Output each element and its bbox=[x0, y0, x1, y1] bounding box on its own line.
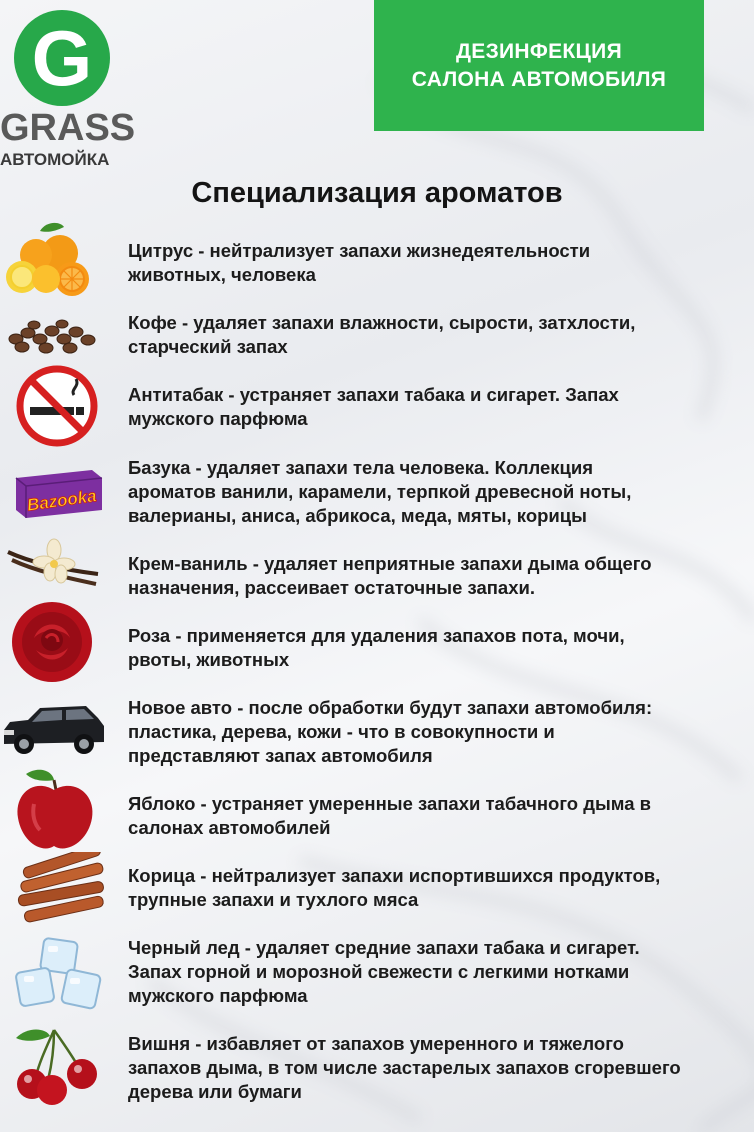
item-line: Черный лед - удаляет средние запахи табака и сигарет. bbox=[128, 937, 640, 958]
item-text bbox=[128, 311, 748, 359]
grass-g-logo-icon bbox=[12, 8, 112, 108]
banner-line-1: ДЕЗИНФЕКЦИЯ bbox=[456, 39, 622, 63]
bazooka-label: Bazooka bbox=[25, 486, 98, 515]
vanilla-icon bbox=[4, 538, 102, 596]
title-banner bbox=[374, 0, 704, 131]
item-text bbox=[128, 624, 748, 672]
item-line: мужского парфюма bbox=[128, 408, 308, 429]
item-text bbox=[128, 552, 748, 600]
item-text bbox=[128, 864, 748, 912]
item-line: животных, человека bbox=[128, 264, 316, 285]
item-line: запахов дыма, в том числе застарелых запахов сгоревшего bbox=[128, 1057, 681, 1078]
item-line: трупные запахи и тухлого мяса bbox=[128, 889, 419, 910]
page-heading bbox=[0, 177, 754, 210]
logo-subtitle: АВТОМОЙКА bbox=[0, 150, 110, 169]
item-line: рвоты, животных bbox=[128, 649, 290, 670]
item-line: Новое авто - после обработки будут запахи автомобиля: bbox=[128, 697, 653, 718]
item-line: мужского парфюма bbox=[128, 985, 308, 1006]
item-line: Яблоко - устраняет умеренные запахи табачного дыма в bbox=[128, 793, 652, 814]
item-line: Базука - удаляет запахи тела человека. Коллекция bbox=[128, 457, 594, 478]
item-line: валерианы, аниса, абрикоса, меда, мяты, корицы bbox=[128, 505, 587, 526]
apple-icon bbox=[12, 764, 96, 854]
item-line: назначения, рассеивает остаточные запахи. bbox=[128, 577, 536, 598]
ice-cubes-icon bbox=[12, 936, 108, 1016]
cherry-icon bbox=[8, 1024, 106, 1106]
item-line: ароматов ванили, карамели, терпкой древесной ноты, bbox=[128, 481, 632, 502]
item-text bbox=[128, 383, 748, 431]
rose-icon bbox=[6, 598, 98, 686]
item-line: Вишня - избавляет от запахов умеренного и тяжелого bbox=[128, 1033, 624, 1054]
bazooka-gum-icon bbox=[14, 466, 104, 520]
car-icon bbox=[0, 696, 108, 760]
item-text bbox=[128, 239, 748, 287]
item-line: Запах горной и морозной свежести с легкими нотками bbox=[128, 961, 630, 982]
page-heading-text: Специализация ароматов bbox=[191, 177, 563, 209]
item-line: Антитабак - устраняет запахи табака и сигарет. Запах bbox=[128, 384, 619, 405]
item-line: пластика, дерева, кожи - что в совокупности и bbox=[128, 721, 555, 742]
cinnamon-icon bbox=[14, 852, 110, 926]
grass-logo bbox=[0, 4, 140, 174]
item-line: Цитрус - нейтрализует запахи жизнедеятельности bbox=[128, 240, 591, 261]
coffee-beans-icon bbox=[0, 315, 104, 357]
no-smoking-icon bbox=[16, 365, 98, 447]
logo-letter: G bbox=[31, 14, 93, 102]
item-text bbox=[128, 792, 748, 840]
item-line: Кофе - удаляет запахи влажности, сырости, затхлости, bbox=[128, 312, 636, 333]
item-text bbox=[128, 936, 748, 1008]
item-text bbox=[128, 456, 748, 528]
item-text bbox=[128, 1032, 748, 1104]
item-line: Крем-ваниль - удаляет неприятные запахи дыма общего bbox=[128, 553, 652, 574]
banner-line-2: САЛОНА АВТОМОБИЛЯ bbox=[411, 67, 667, 91]
item-line: салонах автомобилей bbox=[128, 817, 331, 838]
logo-brand: GRASS bbox=[0, 107, 136, 149]
citrus-icon bbox=[0, 219, 100, 299]
item-line: старческий запах bbox=[128, 336, 288, 357]
item-line: Корица - нейтрализует запахи испортившихся продуктов, bbox=[128, 865, 661, 886]
item-line: дерева или бумаги bbox=[128, 1081, 302, 1102]
item-text bbox=[128, 696, 748, 768]
item-line: представляют запах автомобиля bbox=[128, 745, 433, 766]
item-line: Роза - применяется для удаления запахов пота, мочи, bbox=[128, 625, 625, 646]
